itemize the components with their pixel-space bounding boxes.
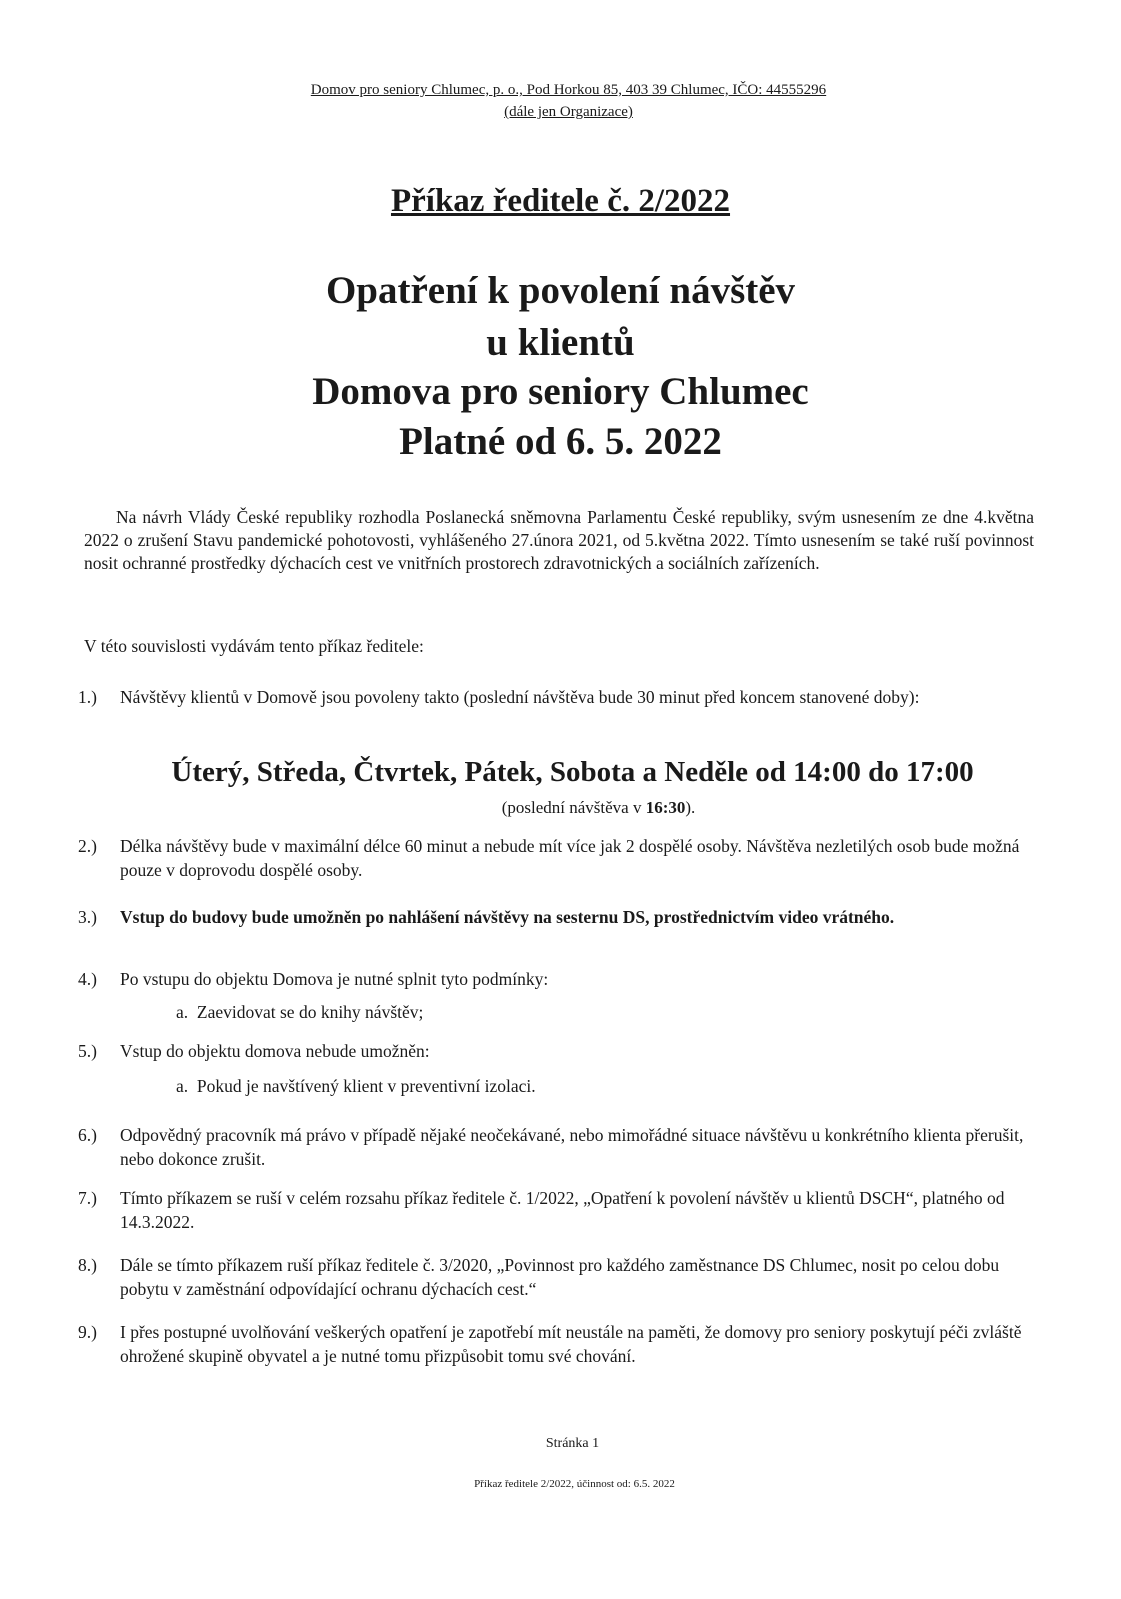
list-item xyxy=(78,905,1038,929)
item-text: Po vstupu do objektu Domova je nutné splnit tyto podmínky: xyxy=(120,969,549,989)
sub-item-letter: a. xyxy=(176,1076,189,1096)
item-number: 1.) xyxy=(78,687,97,707)
item-number: 4.) xyxy=(78,969,97,989)
item-text: I přes postupné uvolňování veškerých opatření je zapotřebí mít neustále na paměti, že domovy pro seniory poskytují péči zvláště ohrožené skupině obyvatel a je nutné tomu přizpůsobit tomu své chování. xyxy=(120,1322,1022,1366)
order-title: Příkaz ředitele č. 2/2022 xyxy=(390,183,731,219)
list-item xyxy=(78,834,1038,882)
list-item xyxy=(78,685,1038,709)
visiting-days: Úterý, Středa, Čtvrtek, Pátek, Sobota a Neděle od 14:00 do 17:00 xyxy=(171,756,974,788)
item-text: Návštěvy klientů v Domově jsou povoleny takto (poslední návštěva bude 30 minut před koncem stanovené doby): xyxy=(120,687,920,707)
sub-item-5a xyxy=(176,1076,536,1097)
title-line-3: Domova pro seniory Chlumec xyxy=(312,370,809,413)
page-number: Stránka 1 xyxy=(545,1436,600,1451)
item-text: Délka návštěvy bude v maximální délce 60 minut a nebude mít více jak 2 dospělé osoby. Návštěva nezletilých osob bude možná pouze v doprovodu dospělé osoby. xyxy=(120,836,1020,880)
item-text: Vstup do objektu domova nebude umožněn: xyxy=(120,1041,430,1061)
organization-alias: (dále jen Organizace) xyxy=(504,104,633,120)
title-line-1: Opatření k povolení návštěv xyxy=(325,269,796,312)
item-number: 6.) xyxy=(78,1125,97,1145)
item-text: Dále se tímto příkazem ruší příkaz ředitele č. 3/2020, „Povinnost pro každého zaměstnance DS Chlumec, nosit po celou dobu pobytu v zaměstnání odpovídající ochranu dýchacích cest.“ xyxy=(120,1255,1000,1299)
item-number: 3.) xyxy=(78,907,97,927)
item-text: Odpovědný pracovník má právo v případě nějaké neočekávané, nebo mimořádné situace návštěvu u konkrétního klienta přerušit, nebo dokonce zrušit. xyxy=(120,1125,1024,1169)
sub-item-letter: a. xyxy=(176,1002,189,1022)
item-text: Tímto příkazem se ruší v celém rozsahu příkaz ředitele č. 1/2022, „Opatření k povolení návštěv u klientů DSCH“, platného od 14.3.2022. xyxy=(120,1188,1005,1232)
item-number: 5.) xyxy=(78,1041,97,1061)
lead-sentence: V této souvislosti vydávám tento příkaz ředitele: xyxy=(84,636,424,656)
intro-paragraph: Na návrh Vlády České republiky rozhodla Poslanecká sněmovna Parlamentu České republiky, svým usnesením ze dne 4.května 2022 o zrušení Stavu pandemické pohotovosti, vyhlášeného 27.února 2021, od 5.května 2022. Tímto usnesením se také ruší povinnost nosit ochranné prostředky dýchacích cest ve vnitřních prostorech zdravotnických a sociálních zařízeních. xyxy=(84,507,1034,573)
item-number: 7.) xyxy=(78,1188,97,1208)
list-item xyxy=(78,1320,1038,1368)
list-item xyxy=(78,1123,1038,1171)
last-visit-note: (poslední návštěva v 16:30). xyxy=(501,798,696,817)
list-item xyxy=(78,1039,1038,1063)
item-number: 9.) xyxy=(78,1322,97,1342)
footer-note: Příkaz ředitele 2/2022, účinnost od: 6.5. 2022 xyxy=(474,1478,675,1490)
organization-line: Domov pro seniory Chlumec, p. o., Pod Horkou 85, 403 39 Chlumec, IČO: 44555296 xyxy=(310,82,827,98)
sub-item-text: Pokud je navštívený klient v preventivní izolaci. xyxy=(196,1076,536,1096)
item-number: 8.) xyxy=(78,1255,97,1275)
title-line-4: Platné od 6. 5. 2022 xyxy=(399,420,722,463)
item-text: Vstup do budovy bude umožněn po nahlášení návštěvy na sesternu DS, prostřednictvím video vrátného. xyxy=(120,907,895,927)
sub-item-4a xyxy=(176,1002,423,1023)
item-number: 2.) xyxy=(78,836,97,856)
sub-item-text: Zaevidovat se do knihy návštěv; xyxy=(196,1002,424,1022)
list-item xyxy=(78,1253,1038,1301)
list-item xyxy=(78,967,1038,991)
list-item xyxy=(78,1186,1038,1234)
title-line-2: u klientů xyxy=(486,321,635,364)
